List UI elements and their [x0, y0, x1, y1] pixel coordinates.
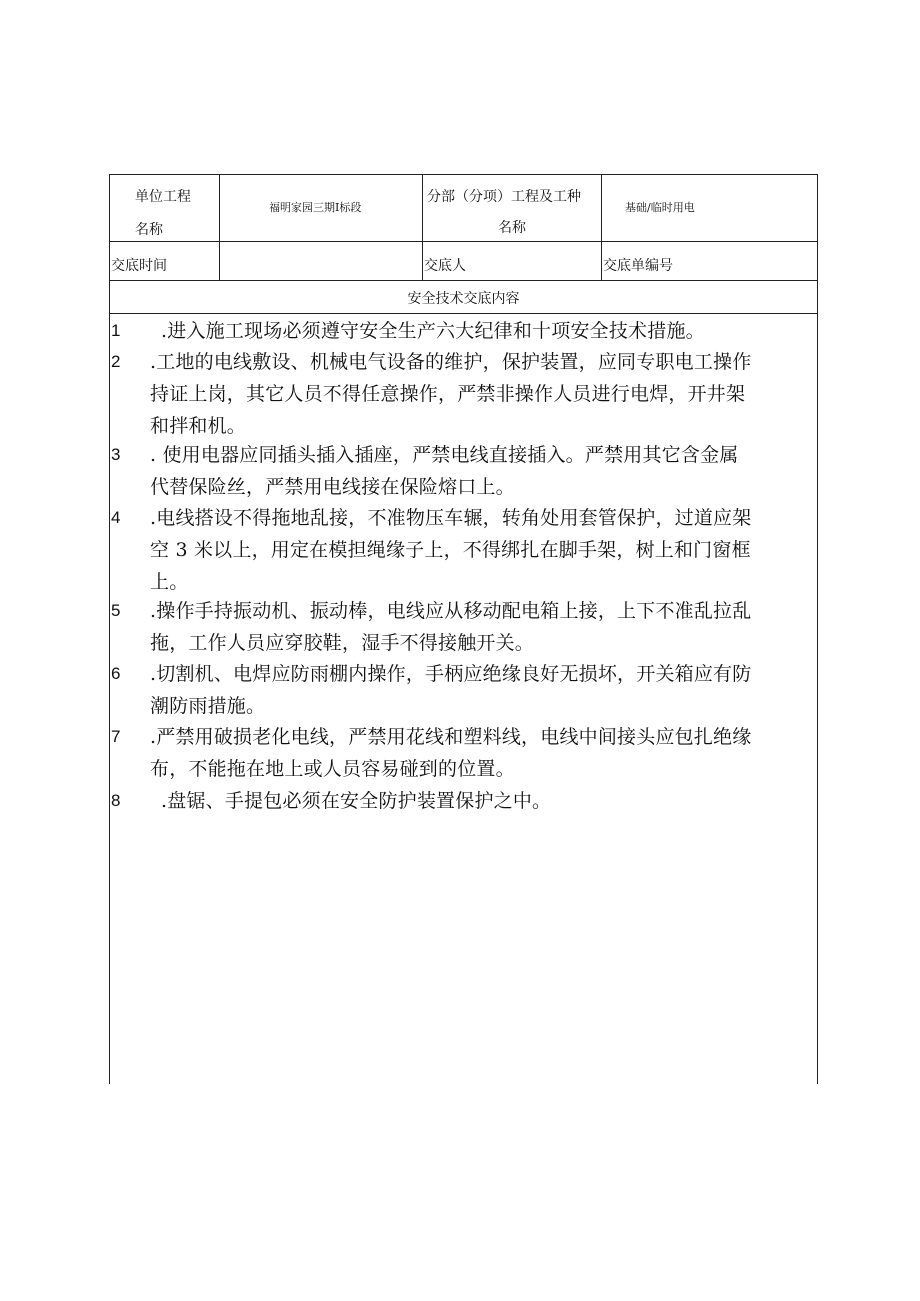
- item-line: 潮防雨措施。: [150, 695, 266, 717]
- item-number: 1: [111, 321, 121, 340]
- sub-project-label-line1: 分部（分项）工程及工种: [427, 189, 581, 205]
- row1-divider: [109, 241, 818, 242]
- briefing-time-label: 交底时间: [111, 258, 167, 274]
- item-line: 空 3 米以上，用定在模担绳缘子上，不得绑扎在脚手架，树上和门窗框: [150, 539, 751, 561]
- sub-project-value: 基础/临时用电: [625, 201, 695, 214]
- safety-briefing-form: [109, 174, 818, 1084]
- item-line: 和拌和机。: [150, 415, 247, 437]
- unit-project-label-line1: 单位工程: [135, 189, 191, 205]
- item-line: 拖，工作人员应穿胶鞋，湿手不得接触开关。: [150, 632, 535, 654]
- unit-project-value: 福明家园三期Ⅰ标段: [269, 201, 362, 214]
- item-line: .工地的电线敷设、机械电气设备的维护，保护装置，应同专职电工操作: [150, 351, 752, 373]
- form-top-border: [109, 174, 818, 175]
- content-title: 安全技术交底内容: [407, 291, 520, 307]
- col-divider-1: [219, 174, 220, 280]
- item-line: 上。: [150, 571, 189, 593]
- item-number: 7: [111, 727, 121, 746]
- item-number: 3: [111, 445, 121, 464]
- item-line: 代替保险丝，严禁用电线接在保险熔口上。: [150, 476, 515, 498]
- item-line: . 使用电器应同插头插入插座，严禁电线直接插入。严禁用其它含金属: [150, 444, 739, 466]
- item-number: 5: [111, 601, 121, 620]
- item-line: .进入施工现场必须遵守安全生产六大纪律和十项安全技术措施。: [161, 320, 705, 342]
- briefing-number-label: 交底单编号: [603, 258, 673, 274]
- item-number: 6: [111, 664, 121, 683]
- item-line: .操作手持振动机、振动棒，电线应从移动配电箱上接，上下不准乱拉乱: [150, 600, 752, 622]
- item-line: .严禁用破损老化电线，严禁用花线和塑料线，电线中间接头应包扎绝缘: [150, 726, 752, 748]
- col-divider-3: [601, 174, 602, 280]
- item-number: 4: [111, 508, 121, 527]
- sub-project-label-line2: 名称: [498, 220, 526, 236]
- item-number: 8: [111, 791, 121, 810]
- item-line: 持证上岗，其它人员不得任意操作，严禁非操作人员进行电焊，开井架: [150, 383, 746, 405]
- item-number: 2: [111, 352, 121, 371]
- unit-project-label-line2: 名称: [135, 222, 163, 238]
- item-line: 布，不能拖在地上或人员容易碰到的位置。: [150, 758, 515, 780]
- item-line: .电线搭设不得拖地乱接，不准物压车辗，转角处用套管保护，过道应架: [150, 507, 752, 529]
- item-line: .切割机、电焊应防雨棚内操作，手柄应绝缘良好无损坏，开关箱应有防: [150, 663, 752, 685]
- col-divider-2: [422, 174, 423, 280]
- item-line: .盘锯、手提包必须在安全防护装置保护之中。: [161, 790, 552, 812]
- briefing-person-label: 交底人: [424, 258, 466, 274]
